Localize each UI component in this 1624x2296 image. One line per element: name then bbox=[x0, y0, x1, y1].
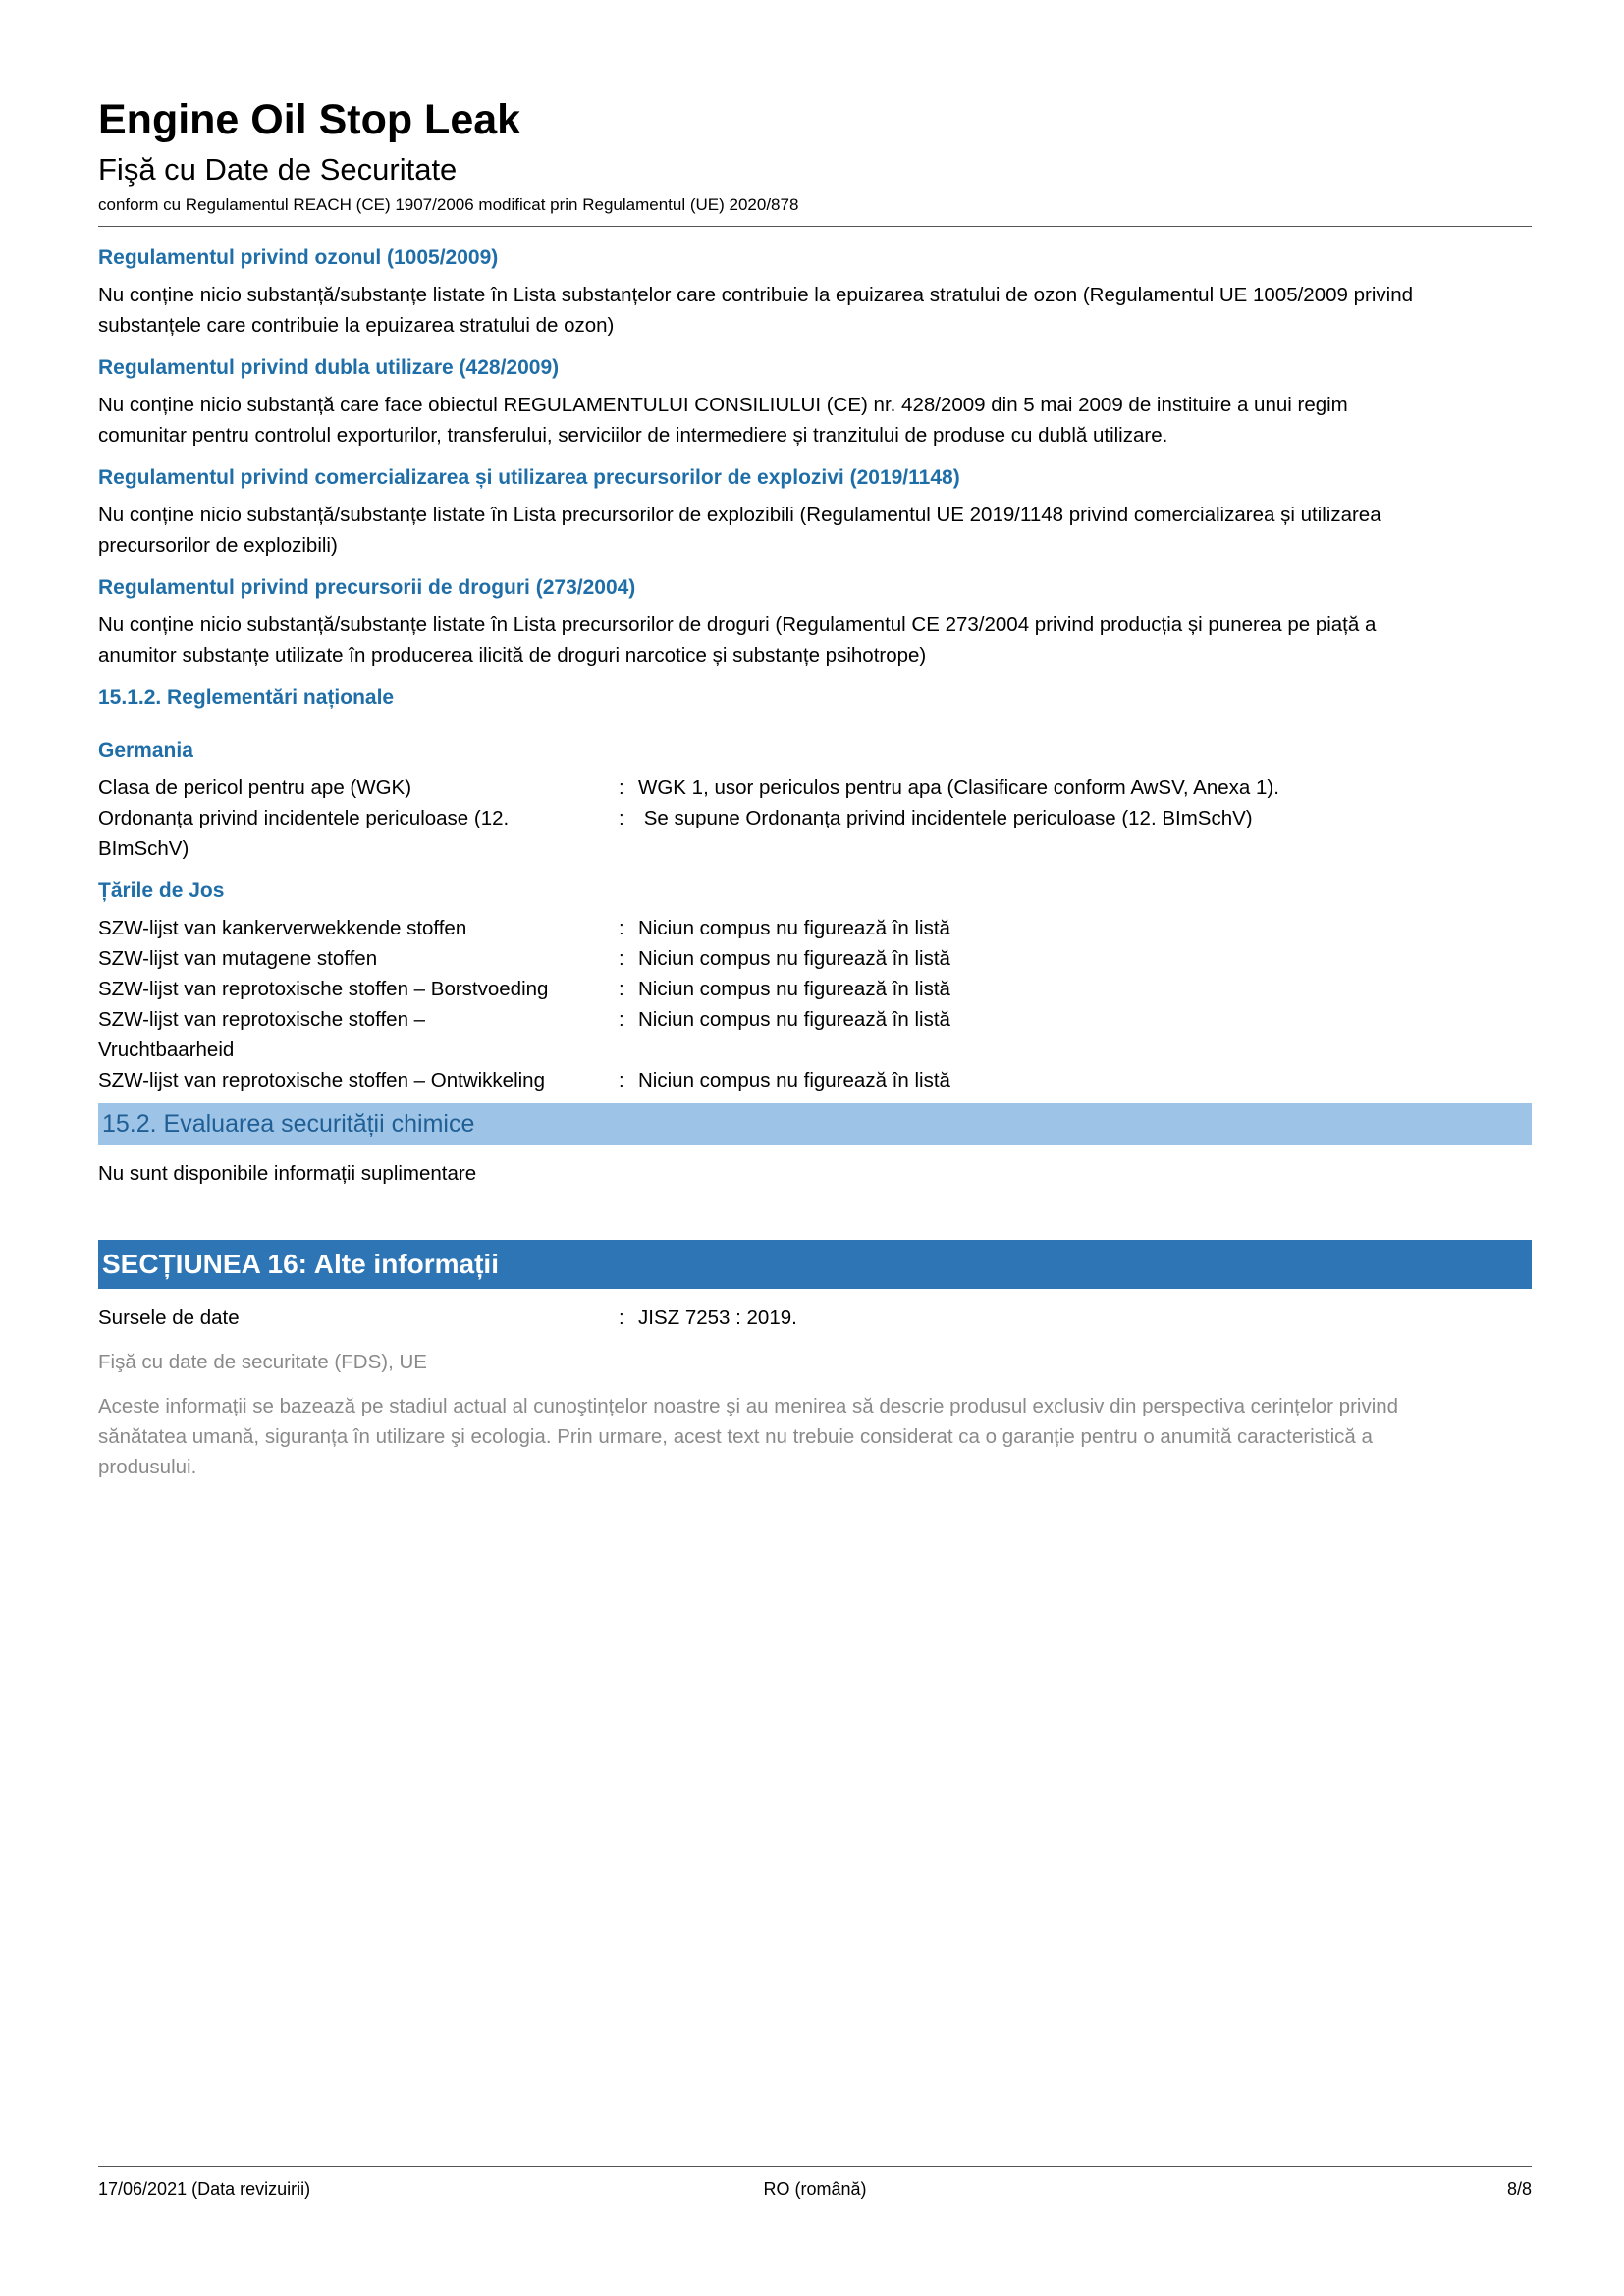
dual-use-text-line: comunitar pentru controlul exporturilor, transferului, serviciilor de intermediere și tranzitului de produse cu dublă utilizare. bbox=[98, 424, 1168, 447]
germany-row-value: WGK 1, usor periculos pentru apa (Clasificare conform AwSV, Anexa 1). bbox=[638, 776, 1279, 799]
ozone-text-line: Nu conține nicio substanță/substanțe listate în Lista substanțelor care contribuie la epuizarea stratului de ozon (Regulamentul UE 1005/2009 privind bbox=[98, 284, 1413, 306]
section-16-heading: SECȚIUNEA 16: Alte informații bbox=[98, 1240, 1532, 1289]
germany-row bbox=[98, 803, 1532, 864]
drugs-text-line: Nu conține nicio substanță/substanțe listate în Lista precursorilor de droguri (Regulamentul CE 273/2004 privind producția și punerea pe piață a bbox=[98, 614, 1377, 636]
drugs-heading: Regulamentul privind precursorii de droguri (273/2004) bbox=[98, 576, 636, 599]
explosives-heading: Regulamentul privind comercializarea și utilizarea precursorilor de explozivi (2019/1148) bbox=[98, 466, 960, 489]
drugs-text bbox=[98, 610, 1532, 670]
ozone-heading: Regulamentul privind ozonul (1005/2009) bbox=[98, 246, 499, 269]
netherlands-row bbox=[98, 913, 1532, 943]
germany-row-key bbox=[98, 803, 619, 864]
netherlands-row bbox=[98, 1004, 1532, 1065]
explosives-text-line: precursorilor de explozibili) bbox=[98, 534, 338, 557]
dual-use-text-line: Nu conține nicio substanță care face obiectul REGULAMENTULUI CONSILIULUI (CE) nr. 428/2009 din 5 mai 2009 de instituire a unui regim bbox=[98, 394, 1348, 416]
netherlands-row-value: Niciun compus nu figurează în listă bbox=[638, 1008, 950, 1031]
data-sources-value: JISZ 7253 : 2019. bbox=[638, 1307, 797, 1329]
disclaimer-line: produsului. bbox=[98, 1456, 197, 1478]
ozone-text-line: substanțele care contribuie la epuizarea stratului de ozon) bbox=[98, 314, 615, 337]
germany-row-key-line: Ordonanța privind incidentele periculoase (12. bbox=[98, 807, 510, 829]
netherlands-row-value: Niciun compus nu figurează în listă bbox=[638, 947, 950, 970]
national-regulations-heading: 15.1.2. Reglementări naționale bbox=[98, 686, 395, 709]
netherlands-row bbox=[98, 974, 1532, 1004]
netherlands-row bbox=[98, 943, 1532, 974]
document-page bbox=[98, 94, 1532, 1482]
document-language: RO (română) bbox=[763, 2179, 867, 2199]
netherlands-row-value: Niciun compus nu figurează în listă bbox=[638, 978, 950, 1000]
drugs-text-line: anumitor substanțe utilizate în producerea ilicită de droguri narcotice și substanțe psihotrope) bbox=[98, 644, 927, 667]
dual-use-text bbox=[98, 390, 1532, 451]
page-footer bbox=[98, 2166, 1532, 2201]
netherlands-row-key: SZW-lijst van kankerverwekkende stoffen bbox=[98, 917, 467, 939]
document-subtitle: Fişă cu Date de Securitate bbox=[98, 152, 458, 187]
netherlands-row-key-line: SZW-lijst van reprotoxische stoffen – bbox=[98, 1008, 426, 1031]
row-colon: : bbox=[619, 947, 624, 970]
sds-note: Fişă cu date de securitate (FDS), UE bbox=[98, 1351, 427, 1373]
netherlands-row-key-line: Vruchtbaarheid bbox=[98, 1039, 235, 1061]
netherlands-heading: Țările de Jos bbox=[98, 880, 225, 902]
germany-heading: Germania bbox=[98, 739, 193, 762]
ozone-text bbox=[98, 280, 1532, 341]
row-colon: : bbox=[619, 1307, 624, 1329]
section-15-2-text: Nu sunt disponibile informații suplimentare bbox=[98, 1162, 477, 1185]
netherlands-row-key: SZW-lijst van reprotoxische stoffen – Borstvoeding bbox=[98, 978, 549, 1000]
netherlands-row-key bbox=[98, 1004, 619, 1065]
data-sources-label: Sursele de date bbox=[98, 1307, 240, 1329]
page-number: 8/8 bbox=[1506, 2179, 1532, 2199]
germany-row-key-line: BImSchV) bbox=[98, 837, 189, 860]
footer-row bbox=[98, 2177, 1532, 2201]
germany-row bbox=[98, 773, 1532, 803]
netherlands-row-key: SZW-lijst van mutagene stoffen bbox=[98, 947, 378, 970]
row-colon: : bbox=[619, 776, 624, 799]
regulation-reference: conform cu Regulamentul REACH (CE) 1907/2006 modificat prin Regulamentul (UE) 2020/878 bbox=[98, 195, 799, 214]
disclaimer-text bbox=[98, 1391, 1532, 1482]
netherlands-row-value: Niciun compus nu figurează în listă bbox=[638, 1069, 950, 1092]
germany-row-value: Se supune Ordonanța privind incidentele periculoase (12. BImSchV) bbox=[638, 807, 1253, 829]
netherlands-row-key: SZW-lijst van reprotoxische stoffen – Ontwikkeling bbox=[98, 1069, 545, 1092]
footer-divider bbox=[98, 2166, 1532, 2167]
row-colon: : bbox=[619, 978, 624, 1000]
row-colon: : bbox=[619, 917, 624, 939]
row-colon: : bbox=[619, 807, 624, 829]
germany-row-key: Clasa de pericol pentru ape (WGK) bbox=[98, 776, 412, 799]
dual-use-heading: Regulamentul privind dubla utilizare (428/2009) bbox=[98, 356, 560, 379]
disclaimer-line: Aceste informații se bazează pe stadiul actual al cunoştințelor noastre şi au menirea să descrie produsul exclusiv din perspectiva cerințelor privind bbox=[98, 1395, 1399, 1417]
disclaimer-line: sănătatea umană, siguranța în utilizare şi ecologia. Prin urmare, acest text nu trebuie considerat ca o garanție pentru o anumită caracteristică a bbox=[98, 1425, 1373, 1448]
revision-date: 17/06/2021 (Data revizuirii) bbox=[98, 2179, 311, 2199]
netherlands-row bbox=[98, 1065, 1532, 1095]
row-colon: : bbox=[619, 1069, 624, 1092]
row-colon: : bbox=[619, 1008, 624, 1031]
data-sources-row bbox=[98, 1303, 1532, 1333]
netherlands-row-value: Niciun compus nu figurează în listă bbox=[638, 917, 950, 939]
document-title: Engine Oil Stop Leak bbox=[98, 96, 521, 143]
explosives-text bbox=[98, 500, 1532, 561]
section-15-2-heading: 15.2. Evaluarea securității chimice bbox=[98, 1103, 1532, 1145]
explosives-text-line: Nu conține nicio substanță/substanțe listate în Lista precursorilor de explozibili (Regulamentul UE 2019/1148 privind comercializarea și utilizarea bbox=[98, 504, 1381, 526]
